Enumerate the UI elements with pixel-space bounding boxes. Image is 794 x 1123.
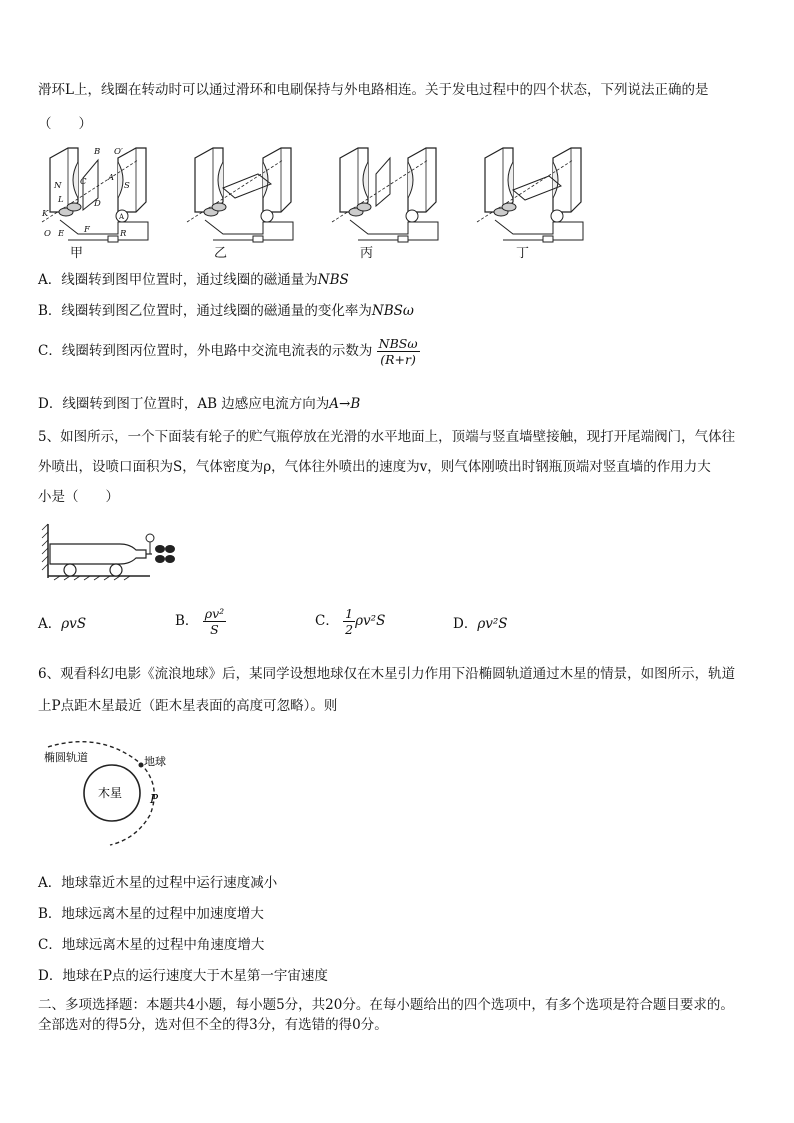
q5-choice-b-label: B． [175,613,199,629]
gas-cylinder-figure [40,522,200,582]
q4-option-b[interactable] [38,302,414,320]
q4-intro-line2: （ ） [38,116,92,132]
q5-choice-b-fraction [203,606,226,637]
point-p-label: P [150,792,159,806]
q4-option-b-text: B．线圈转到图乙位置时，通过线圈的磁通量的变化率为 [38,303,372,319]
q6-option-a[interactable]: A．地球靠近木星的过程中运行速度减小 [38,875,278,891]
fig-label-c: C [80,177,87,187]
fig-label-s: S [124,181,130,191]
fig-caption-bing: 丙 [360,246,374,261]
q5-line2: 外喷出，设喷口面积为S，气体密度为ρ，气体往外喷出的速度为v，则气体刚喷出时钢瓶顶端对竖直墙的作用力大 [38,459,711,475]
q4-option-c-fraction [377,336,420,367]
q4-option-d-text: D．线圈转到图丁位置时，AB 边感应电流方向为 [38,396,330,412]
q5-choice-c-denominator: 2 [345,622,354,637]
fig-label-ammeter: A [119,213,125,221]
q5-choice-d[interactable] [453,612,508,632]
fig-label-b: B [94,147,101,157]
q6-line2: 上P点距木星最近（距木星表面的高度可忽略）。则 [38,698,338,714]
q4-option-c-text: C．线圈转到图丙位置时，外电路中交流电流表的示数为 [38,343,373,359]
fig-label-o: O [44,229,51,239]
q4-option-b-math: NBSω [371,303,414,319]
q6-option-c[interactable]: C．地球远离木星的过程中角速度增大 [38,937,265,953]
q4-option-c-denominator: (R+r) [380,352,416,367]
q4-option-a-text: A．线圈转到图甲位置时，通过线圈的磁通量为 [38,272,318,288]
fig-label-o-prime: O′ [114,147,123,157]
q5-choice-c[interactable] [315,606,385,637]
q5-choice-a-label: A． [38,616,62,632]
earth-label: 地球 [144,755,166,768]
q5-choice-d-label: D． [453,616,478,632]
q5-choice-a-math: ρvS [61,616,87,632]
fig-label-l: L [58,195,64,205]
fig-label-n: N [54,181,62,191]
q4-option-d[interactable] [38,395,360,413]
q5-choice-a[interactable] [38,612,86,632]
fig-caption-ding: 丁 [516,246,530,261]
q6-option-b[interactable]: B．地球远离木星的过程中加速度增大 [38,906,264,922]
q5-choice-c-label: C． [315,613,339,629]
q5-choice-c-math: ρv²S [355,613,386,629]
fig-label-e: E [58,229,65,239]
q5-choice-c-fraction [343,606,355,637]
section2-line1: 二、多项选择题：本题共4小题，每小题5分，共20分。在每小题给出的四个选项中，有多个选项是符合题目要求的。 [38,997,734,1013]
q5-choice-b-denominator: S [210,622,219,637]
fig-label-d: D [94,199,101,209]
q5-line1: 5、如图所示，一个下面装有轮子的贮气瓶停放在光滑的水平地面上，顶端与竖直墙壁接触，现打开尾端阀门，气体往 [38,429,736,445]
q5-choice-b-numerator: ρv² [204,606,225,621]
q4-intro-line1: 滑环L上，线圈在转动时可以通过滑环和电刷保持与外电路相连。关于发电过程中的四个状态，下列说法正确的是 [38,82,709,98]
fig-caption-yi: 乙 [214,246,228,261]
q5-choice-d-math: ρv²S [477,616,508,632]
section2-line2: 全部选对的得5分，选对但不全的得3分，有选错的得0分。 [38,1017,388,1033]
jupiter-orbit-figure [40,735,180,855]
q4-option-d-math: A→B [329,396,361,412]
q4-option-c-numerator: NBSω [378,336,418,351]
q4-option-a-math: NBS [317,272,349,288]
q4-option-c[interactable] [38,336,420,367]
fig-label-k: K [42,209,49,219]
q4-option-a[interactable] [38,271,349,289]
q6-option-d[interactable]: D．地球在P点的运行速度大于木星第一宇宙速度 [38,968,328,984]
q5-choice-c-numerator: 1 [345,606,354,621]
q5-line3: 小是（ ） [38,489,119,505]
q5-choice-b[interactable] [175,606,226,637]
fig-label-f: F [84,225,90,235]
fig-label-r: R [120,229,127,239]
generator-figures [38,140,598,260]
fig-caption-jia: 甲 [70,246,84,261]
fig-label-a: A [108,173,115,183]
jupiter-label: 木星 [98,786,123,800]
orbit-label: 椭圆轨道 [44,751,88,764]
q6-line1: 6、观看科幻电影《流浪地球》后，某同学设想地球仅在木星引力作用下沿椭圆轨道通过木星的情景，如图所示，轨道 [38,666,736,682]
